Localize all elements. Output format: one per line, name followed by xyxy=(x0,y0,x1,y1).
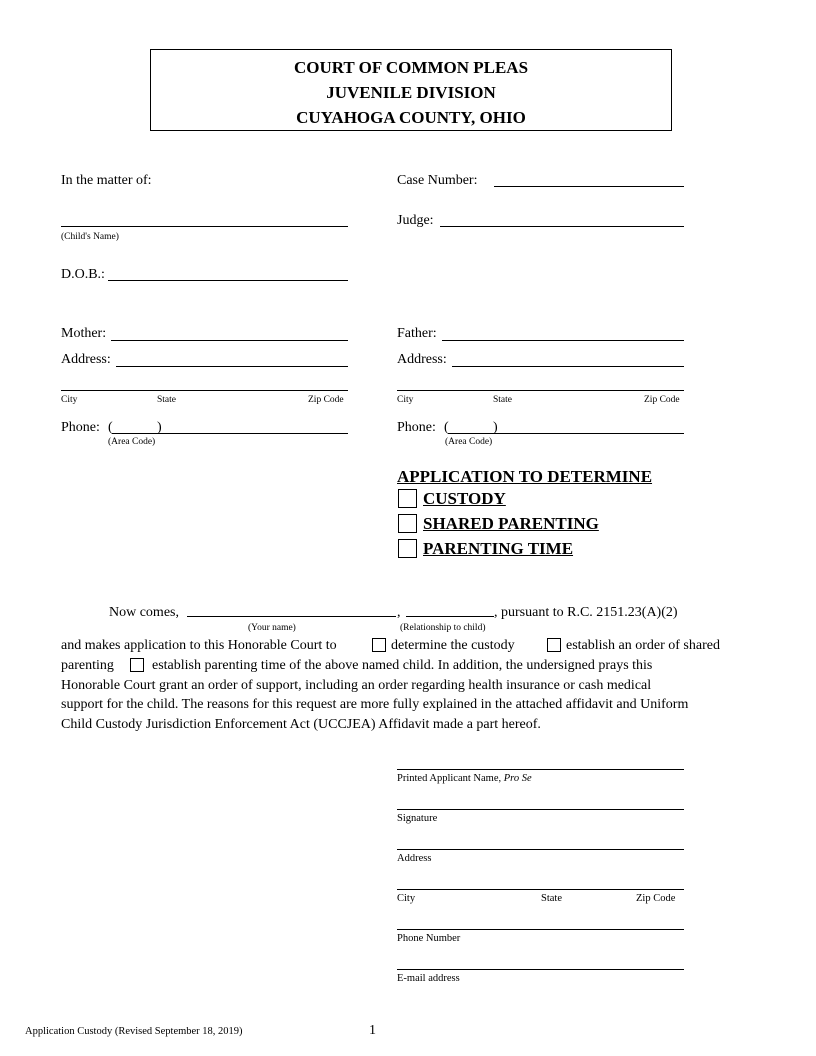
dob-label: D.O.B.: xyxy=(61,267,105,282)
footer-revision: Application Custody (Revised September 18, 2019) xyxy=(25,1026,243,1037)
father-zip-caption: Zip Code xyxy=(644,395,680,405)
father-city-caption: City xyxy=(397,395,414,405)
application-title: APPLICATION TO DETERMINE xyxy=(397,467,653,486)
child-name-caption: (Child's Name) xyxy=(61,232,119,242)
applicant-city-caption: City xyxy=(397,893,416,904)
father-state-caption: State xyxy=(493,395,512,405)
body-line3-a: parenting xyxy=(61,658,114,673)
father-label: Father: xyxy=(397,326,437,341)
court-name: COURT OF COMMON PLEAS xyxy=(293,58,529,77)
parenting-time-checkbox[interactable] xyxy=(398,539,417,558)
body-line3-b: establish parenting time of the above named child. In addition, the undersigned prays this xyxy=(152,658,653,673)
printed-name-label: Printed Applicant Name, xyxy=(397,773,502,784)
signature-field[interactable] xyxy=(397,809,684,810)
body-line6: Child Custody Jurisdiction Enforcement Act (UCCJEA) Affidavit made a part hereof. xyxy=(61,717,541,732)
body-line2-a: and makes application to this Honorable Court to xyxy=(61,638,337,653)
parenting-time-option-label: PARENTING TIME xyxy=(423,539,574,558)
matter-label: In the matter of: xyxy=(61,173,152,188)
mother-state-caption: State xyxy=(157,395,176,405)
signature-caption: Signature xyxy=(397,813,438,824)
shared-parenting-option-label: SHARED PARENTING xyxy=(423,514,599,533)
father-address-label: Address: xyxy=(397,352,447,367)
father-phone-field[interactable] xyxy=(448,433,684,434)
custody-checkbox[interactable] xyxy=(398,489,417,508)
mother-field[interactable] xyxy=(111,340,348,341)
pro-se-label: Pro Se xyxy=(503,773,532,784)
father-field[interactable] xyxy=(442,340,684,341)
father-phone-paren-close: ) xyxy=(493,420,498,435)
mother-label: Mother: xyxy=(61,326,107,341)
court-division: JUVENILE DIVISION xyxy=(326,83,496,102)
court-header xyxy=(150,49,672,131)
mother-city-caption: City xyxy=(61,395,78,405)
pursuant-text: , pursuant to R.C. 2151.23(A)(2) xyxy=(494,605,678,620)
footer-page-number: 1 xyxy=(369,1023,376,1038)
dob-field[interactable] xyxy=(108,280,348,281)
case-number-label: Case Number: xyxy=(397,173,478,188)
father-city-field[interactable] xyxy=(397,390,684,391)
court-county: CUYAHOGA COUNTY, OHIO xyxy=(296,108,526,127)
child-name-field[interactable] xyxy=(61,226,348,227)
custody-option-label: CUSTODY xyxy=(423,489,506,508)
applicant-email-field[interactable] xyxy=(397,969,684,970)
applicant-email-caption: E-mail address xyxy=(397,973,460,984)
father-phone-paren-open: ( xyxy=(444,420,449,435)
applicant-state-caption: State xyxy=(541,893,562,904)
father-phone-label: Phone: xyxy=(397,420,436,435)
father-area-code-caption: (Area Code) xyxy=(445,437,493,447)
mother-phone-paren-close: ) xyxy=(157,420,162,435)
mother-city-field[interactable] xyxy=(61,390,348,391)
mother-phone-label: Phone: xyxy=(61,420,100,435)
printed-name-field[interactable] xyxy=(397,769,684,770)
mother-address-label: Address: xyxy=(61,352,111,367)
mother-zip-caption: Zip Code xyxy=(308,395,344,405)
judge-field[interactable] xyxy=(440,226,684,227)
applicant-address-field[interactable] xyxy=(397,849,684,850)
body-line2-b: determine the custody xyxy=(391,638,515,653)
mother-phone-field[interactable] xyxy=(112,433,348,434)
judge-label: Judge: xyxy=(397,213,434,228)
body-line5: support for the child. The reasons for this request are more fully explained in the attached affidavit and Uniform xyxy=(61,697,689,712)
shared-parenting-inline-checkbox[interactable] xyxy=(547,638,561,652)
father-address-field[interactable] xyxy=(452,366,684,367)
relationship-field[interactable] xyxy=(406,616,494,617)
applicant-phone-caption: Phone Number xyxy=(397,933,461,944)
body-line4: Honorable Court grant an order of support, including an order regarding health insurance or cash medical xyxy=(61,678,652,693)
body-line2-c: establish an order of shared xyxy=(566,638,720,653)
case-number-field[interactable] xyxy=(494,186,684,187)
shared-parenting-checkbox[interactable] xyxy=(398,514,417,533)
parenting-time-inline-checkbox[interactable] xyxy=(130,658,144,672)
applicant-city-field[interactable] xyxy=(397,889,684,890)
your-name-field[interactable] xyxy=(187,616,396,617)
determine-custody-checkbox[interactable] xyxy=(372,638,386,652)
your-name-caption: (Your name) xyxy=(248,623,296,633)
comma-text: , xyxy=(397,605,401,620)
mother-area-code-caption: (Area Code) xyxy=(108,437,156,447)
now-comes-text: Now comes, xyxy=(109,605,179,620)
mother-address-field[interactable] xyxy=(116,366,348,367)
mother-phone-paren-open: ( xyxy=(108,420,113,435)
relationship-caption: (Relationship to child) xyxy=(400,623,486,633)
printed-name-caption xyxy=(397,773,532,785)
applicant-phone-field[interactable] xyxy=(397,929,684,930)
applicant-zip-caption: Zip Code xyxy=(636,893,676,904)
applicant-address-caption: Address xyxy=(397,853,432,864)
